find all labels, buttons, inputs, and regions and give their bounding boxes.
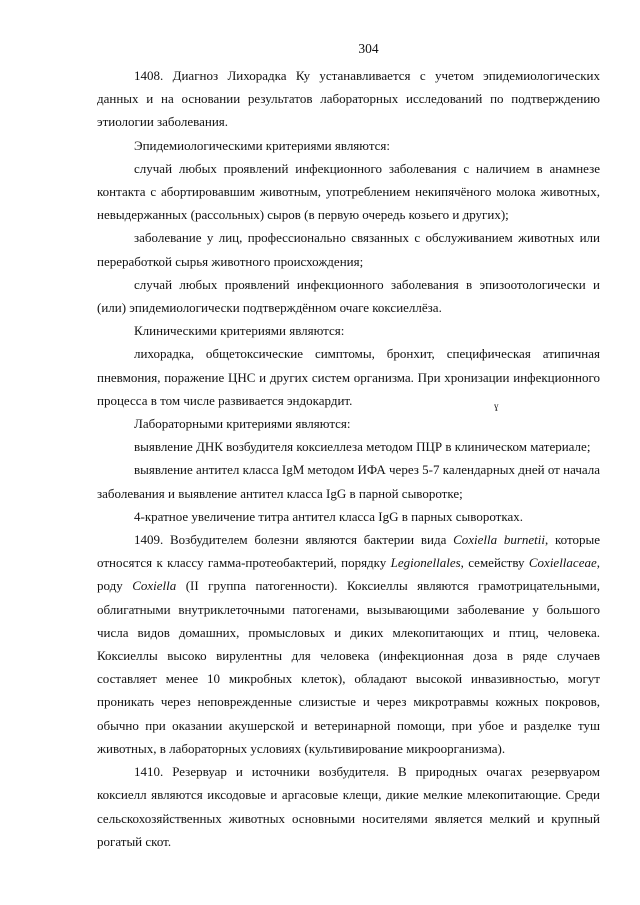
species-name: Coxiella burnetii: [453, 532, 546, 548]
clinical-criterion-1: лихорадка, общетоксические симптомы, бронхит, специфическая атипичная пневмония, поражение ЦНС и других систем организма. При хронизации инфекционного процесса в том числе развивается эндокардит.: [97, 346, 600, 408]
p1409-text-e: (II группа патогенности). Коксиеллы являются грамотрицательными, облигатными внутриклеточными патогенами, вызывающими заболевание у большого числа видов домашних, промысловых и диких млекопитающих и птиц, человека. Коксиеллы высоко вирулентны для человека (инфекционная доза в ряде случаев составляет менее 10 микробных клеток), обладают высокой инвазивностью, могут проникать через неповрежденные слизистые и через микротравмы кожных покровов, обычно при оказании акушерской и ветеринарной помощи, при убое и разделке туш животных, в лабораторных условиях (культивирование микроорганизма).: [97, 578, 600, 756]
paragraph-1410-reservoir: 1410. Резервуар и источники возбудителя. В природных очагах резервуаром коксиелл являются иксодовые и аргасовые клещи, дикие мелкие млекопитающие. Среди сельскохозяйственных животных основными носителями является мелкий и крупный рогатый скот.: [97, 764, 600, 849]
p1409-text-a: 1409. Возбудителем болезни являются бактерии вида: [134, 532, 454, 548]
genus-name: Coxiella: [132, 578, 177, 594]
paragraph-1409-pathogen: [97, 528, 600, 760]
epidemiological-criterion-1: случай любых проявлений инфекционного заболевания с наличием в анамнезе контакта с абортировавшим животным, употреблением некипячёного молока животных, невыдержанных (рассольных) сыров (в первую очередь козьего и других);: [97, 160, 600, 223]
epidemiological-criterion-3: случай любых проявлений инфекционного заболевания в эпизоотологически и (или) эпидемиологически подтверждённом очаге коксиеллёза.: [97, 276, 600, 316]
family-name: Coxiellaceae: [528, 555, 597, 571]
laboratory-criterion-2: выявление антител класса IgM методом ИФА через 5-7 календарных дней от начала заболевания и выявление антител класса IgG в парной сыворотке;: [97, 462, 600, 501]
scan-stray-mark: ɣ: [494, 401, 499, 411]
p1409-text-d: , роду: [97, 555, 600, 594]
page-number: 304: [358, 41, 379, 56]
epidemiological-criteria-heading: Эпидемиологическими критериями являются:: [134, 137, 391, 153]
p1409-text-b: , которые относятся к классу гамма-протеобактерий, порядку: [97, 532, 601, 571]
laboratory-criterion-3: 4-кратное увеличение титра антител класса IgG в парных сыворотках.: [134, 508, 523, 524]
laboratory-criterion-1: выявление ДНК возбудителя коксиеллеза методом ПЦР в клиническом материале;: [134, 439, 591, 455]
paragraph-1408-diagnosis: 1408. Диагноз Лихорадка Ку устанавливается с учетом эпидемиологических данных и на основании результатов лабораторных исследований по подтверждению этиологии заболевания.: [97, 68, 600, 130]
clinical-criteria-heading: Клиническими критериями являются:: [134, 323, 345, 339]
order-name: Legionellales: [390, 555, 461, 571]
laboratory-criteria-heading: Лабораторными критериями являются:: [134, 416, 351, 432]
p1409-text-c: , семейству: [460, 555, 529, 571]
epidemiological-criterion-2: заболевание у лиц, профессионально связанных с обслуживанием животных или переработкой сырья животного происхождения;: [97, 230, 600, 269]
